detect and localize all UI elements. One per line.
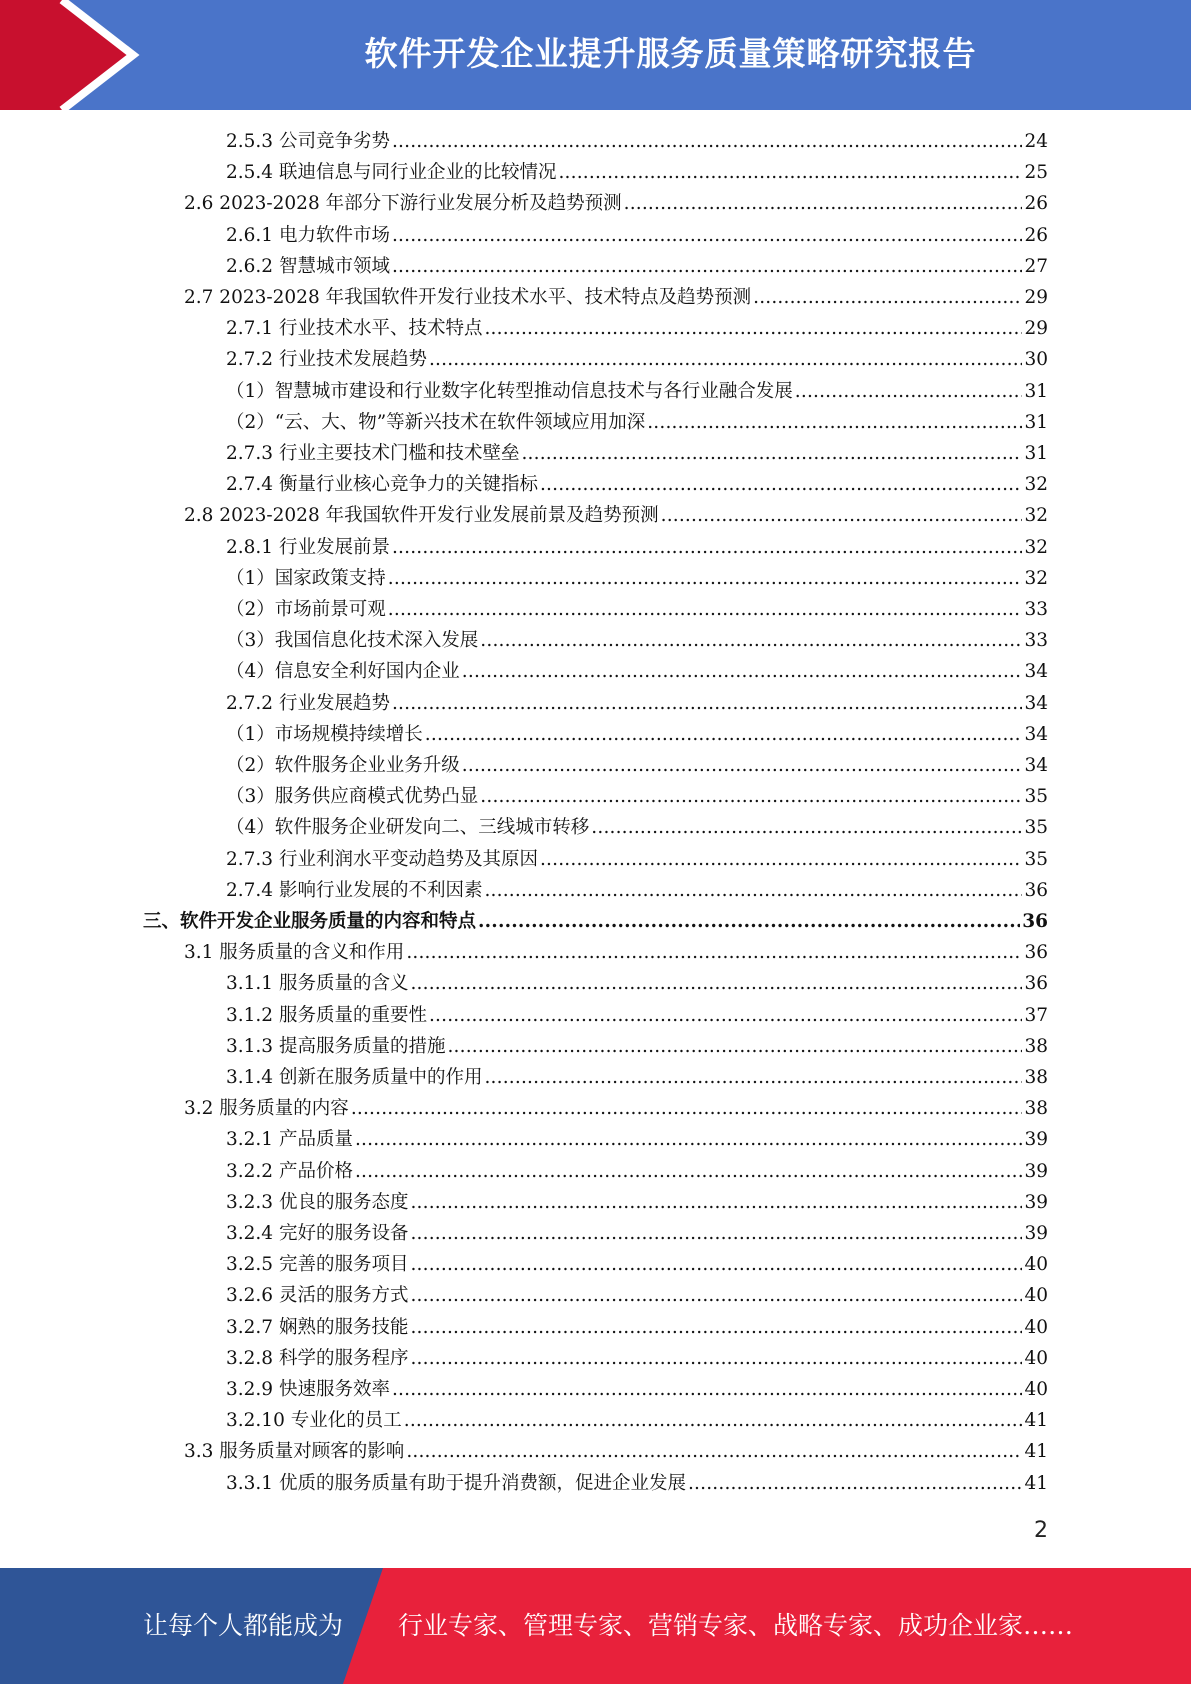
- page-footer: [0, 1568, 1191, 1684]
- toc-entry[interactable]: [226, 752, 1048, 780]
- toc-dot-leader: [661, 502, 1023, 530]
- toc-dot-leader: [540, 846, 1022, 874]
- toc-dot-leader: [795, 378, 1023, 406]
- toc-entry-title: （1）国家政策支持: [226, 567, 386, 589]
- toc-dot-leader: [462, 658, 1023, 686]
- toc-entry-page: 40: [1024, 1316, 1048, 1338]
- toc-entry-title: 3.3.1 优质的服务质量有助于提升消费额，促进企业发展: [226, 1472, 686, 1494]
- toc-entry-title: 3.2.4 完好的服务设备: [226, 1223, 409, 1244]
- toc-entry[interactable]: [226, 1189, 1048, 1217]
- toc-dot-leader: [388, 565, 1023, 593]
- toc-entry-title: 3.2 服务质量的内容: [184, 1098, 349, 1120]
- toc-entry[interactable]: [226, 1470, 1048, 1498]
- toc-entry-title: 3.2.9 快速服务效率: [226, 1379, 390, 1400]
- toc-entry[interactable]: [226, 1064, 1048, 1092]
- toc-dot-leader: [388, 596, 1023, 624]
- toc-entry[interactable]: [184, 284, 1048, 312]
- toc-entry[interactable]: [226, 409, 1048, 437]
- toc-entry-page: 40: [1024, 1254, 1048, 1276]
- toc-entry-page: 25: [1024, 162, 1048, 184]
- toc-entry[interactable]: [226, 970, 1048, 998]
- toc-entry-page: 41: [1024, 1410, 1048, 1432]
- toc-entry-title: 2.6.1 电力软件市场: [226, 224, 390, 246]
- toc-entry[interactable]: [226, 565, 1048, 593]
- footer-slogan-left: 让每个人都能成为: [143, 1611, 344, 1640]
- toc-entry[interactable]: [226, 222, 1048, 250]
- toc-dot-leader: [558, 159, 1022, 187]
- toc-entry-page: 39: [1024, 1160, 1048, 1182]
- toc-entry-page: 39: [1024, 1191, 1048, 1213]
- toc-entry[interactable]: [143, 908, 1048, 936]
- toc-dot-leader: [410, 1189, 1022, 1217]
- toc-entry-title: 2.5.3 公司竞争劣势: [226, 131, 390, 152]
- toc-entry-title: 3.1 服务质量的含义和作用: [184, 942, 405, 964]
- toc-dot-leader: [406, 939, 1022, 967]
- toc-dot-leader: [392, 253, 1022, 281]
- toc-dot-leader: [540, 471, 1022, 499]
- toc-dot-leader: [429, 1002, 1022, 1030]
- toc-dot-leader: [392, 222, 1022, 250]
- toc-entry[interactable]: [226, 1220, 1048, 1248]
- toc-dot-leader: [688, 1470, 1022, 1498]
- toc-entry[interactable]: [226, 1251, 1048, 1279]
- toc-entry-title: 2.8.1 行业发展前景: [226, 536, 390, 558]
- toc-entry-title: 2.7 2023-2028 年我国软件开发行业技术水平、技术特点及趋势预测: [184, 287, 752, 308]
- toc-dot-leader: [410, 970, 1022, 998]
- toc-dot-leader: [410, 1314, 1022, 1342]
- toc-entry-title: （4）信息安全利好国内企业: [226, 661, 460, 683]
- toc-entry-title: （2）软件服务企业业务升级: [226, 755, 460, 776]
- toc-entry[interactable]: [226, 877, 1048, 905]
- report-title: 软件开发企业提升服务质量策略研究报告: [364, 34, 977, 73]
- toc-entry[interactable]: [226, 721, 1048, 749]
- toc-entry-page: 26: [1024, 224, 1048, 246]
- toc-entry[interactable]: [226, 159, 1048, 187]
- toc-entry-title: 3.2.5 完善的服务项目: [226, 1254, 409, 1276]
- toc-entry-page: 40: [1024, 1285, 1048, 1307]
- toc-dot-leader: [478, 908, 1020, 936]
- toc-dot-leader: [753, 284, 1022, 312]
- toc-entry[interactable]: [226, 378, 1048, 406]
- toc-entry[interactable]: [226, 1033, 1048, 1061]
- toc-dot-leader: [355, 1126, 1023, 1154]
- toc-dot-leader: [484, 877, 1022, 905]
- toc-dot-leader: [392, 534, 1022, 562]
- toc-dot-leader: [392, 1376, 1022, 1404]
- toc-dot-leader: [425, 721, 1023, 749]
- toc-entry-title: 3.2.8 科学的服务程序: [226, 1347, 409, 1369]
- toc-entry-page: 33: [1024, 630, 1048, 652]
- toc-entry-page: 34: [1024, 755, 1048, 776]
- toc-entry-page: 41: [1024, 1472, 1048, 1494]
- toc-entry-title: 2.5.4 联迪信息与同行业企业的比较情况: [226, 162, 557, 184]
- toc-entry[interactable]: [226, 253, 1048, 281]
- toc-entry-page: 36: [1022, 911, 1048, 932]
- toc-entry-page: 26: [1024, 193, 1048, 215]
- toc-entry-title: 3.2.7 娴熟的服务技能: [226, 1316, 409, 1338]
- toc-entry-page: 39: [1024, 1129, 1048, 1151]
- toc-dot-leader: [484, 315, 1022, 343]
- toc-dot-leader: [462, 752, 1023, 780]
- toc-entry[interactable]: [184, 1095, 1048, 1123]
- toc-entry-page: 40: [1024, 1379, 1048, 1400]
- toc-entry[interactable]: [226, 814, 1048, 842]
- toc-entry[interactable]: [226, 1407, 1048, 1435]
- toc-entry-title: 3.2.10 专业化的员工: [226, 1410, 402, 1432]
- toc-entry-title: （2）“云、大、物”等新兴技术在软件领域应用加深: [226, 411, 646, 433]
- toc-entry-page: 32: [1024, 567, 1048, 589]
- toc-entry-page: 36: [1024, 973, 1048, 995]
- toc-entry-title: 2.6.2 智慧城市领域: [226, 255, 390, 277]
- toc-entry-title: 2.6 2023-2028 年部分下游行业发展分析及趋势预测: [184, 193, 622, 215]
- toc-entry[interactable]: [226, 1314, 1048, 1342]
- toc-entry[interactable]: [226, 440, 1048, 468]
- toc-entry-title: 三、软件开发企业服务质量的内容和特点: [143, 911, 477, 932]
- toc-entry-title: （1）智慧城市建设和行业数字化转型推动信息技术与各行业融合发展: [226, 380, 793, 402]
- toc-dot-leader: [429, 346, 1022, 374]
- toc-entry[interactable]: [184, 190, 1048, 218]
- toc-dot-leader: [355, 1158, 1023, 1186]
- toc-entry[interactable]: [184, 1438, 1048, 1466]
- toc-entry-title: 2.7.1 行业技术水平、技术特点: [226, 318, 483, 340]
- toc-entry-title: 2.7.3 行业主要技术门槛和技术壁垒: [226, 443, 520, 464]
- toc-entry[interactable]: [184, 502, 1048, 530]
- toc-entry-title: （3）我国信息化技术深入发展: [226, 630, 479, 652]
- toc-entry-page: 24: [1024, 131, 1048, 152]
- toc-entry-page: 34: [1024, 723, 1048, 745]
- toc-entry-page: 31: [1024, 411, 1048, 433]
- toc-dot-leader: [591, 814, 1022, 842]
- toc-entry-page: 34: [1024, 661, 1048, 683]
- toc-entry-title: 2.7.4 影响行业发展的不利因素: [226, 879, 483, 901]
- toc-entry[interactable]: [226, 596, 1048, 624]
- toc-dot-leader: [392, 128, 1022, 156]
- toc-dot-leader: [484, 1064, 1022, 1092]
- toc-entry[interactable]: [226, 1282, 1048, 1310]
- toc-entry[interactable]: [226, 128, 1048, 156]
- toc-dot-leader: [624, 190, 1023, 218]
- toc-dot-leader: [351, 1095, 1023, 1123]
- toc-entry[interactable]: [226, 1158, 1048, 1186]
- toc-entry-page: 39: [1024, 1223, 1048, 1244]
- toc-entry-page: 30: [1024, 349, 1048, 371]
- toc-entry[interactable]: [226, 346, 1048, 374]
- toc-entry-title: 3.2.6 灵活的服务方式: [226, 1285, 409, 1307]
- toc-entry-page: 36: [1024, 879, 1048, 901]
- toc-entry-title: 3.1.3 提高服务质量的措施: [226, 1035, 446, 1057]
- toc-entry-page: 31: [1024, 380, 1048, 402]
- toc-dot-leader: [480, 627, 1022, 655]
- toc-entry-title: 3.2.3 优良的服务态度: [226, 1191, 409, 1213]
- footer-slogan-right: 行业专家、管理专家、营销专家、战略专家、成功企业家……: [398, 1611, 1074, 1640]
- toc-entry[interactable]: [226, 627, 1048, 655]
- toc-entry-title: 3.3 服务质量对顾客的影响: [184, 1441, 405, 1463]
- toc-dot-leader: [404, 1407, 1023, 1435]
- toc-entry-title: 3.1.1 服务质量的含义: [226, 973, 409, 995]
- toc-entry-page: 40: [1024, 1347, 1048, 1369]
- toc-entry-title: （1）市场规模持续增长: [226, 723, 423, 745]
- toc-entry-page: 27: [1024, 255, 1048, 277]
- toc-entry[interactable]: [226, 690, 1048, 718]
- page-header: [0, 0, 1191, 110]
- toc-dot-leader: [447, 1033, 1022, 1061]
- toc-entry-title: 3.1.2 服务质量的重要性: [226, 1004, 427, 1026]
- toc-dot-leader: [410, 1345, 1022, 1373]
- toc-entry-page: 35: [1024, 817, 1048, 839]
- toc-entry-title: 2.7.3 行业利润水平变动趋势及其原因: [226, 848, 538, 870]
- toc-entry[interactable]: [226, 1126, 1048, 1154]
- toc-entry-page: 36: [1024, 942, 1048, 964]
- toc-entry-title: 2.7.2 行业发展趋势: [226, 692, 390, 714]
- toc-entry-page: 38: [1024, 1067, 1048, 1088]
- toc-entry-page: 35: [1024, 786, 1048, 808]
- toc-entry-page: 37: [1024, 1004, 1048, 1026]
- toc-entry-page: 32: [1024, 536, 1048, 558]
- toc-dot-leader: [410, 1220, 1022, 1248]
- toc-entry-page: 31: [1024, 443, 1048, 464]
- toc-entry-page: 41: [1024, 1441, 1048, 1463]
- toc-entry-page: 33: [1024, 599, 1048, 620]
- toc-dot-leader: [480, 783, 1022, 811]
- toc-entry-page: 38: [1024, 1098, 1048, 1120]
- toc-entry-title: 3.2.2 产品价格: [226, 1160, 353, 1182]
- toc-entry-page: 38: [1024, 1035, 1048, 1057]
- toc-entry-title: 2.8 2023-2028 年我国软件开发行业发展前景及趋势预测: [184, 505, 659, 527]
- toc-entry-title: （3）服务供应商模式优势凸显: [226, 786, 479, 808]
- toc-entry[interactable]: [226, 846, 1048, 874]
- toc-entry-title: 3.2.1 产品质量: [226, 1129, 353, 1151]
- toc-entry-page: 29: [1024, 287, 1048, 308]
- page-number: 2: [1034, 1518, 1048, 1543]
- toc-dot-leader: [410, 1251, 1022, 1279]
- toc-dot-leader: [406, 1438, 1022, 1466]
- toc-entry-title: 2.7.2 行业技术发展趋势: [226, 349, 427, 371]
- toc-entry-page: 34: [1024, 692, 1048, 714]
- toc-entry-title: （4）软件服务企业研发向二、三线城市转移: [226, 817, 590, 839]
- toc-entry[interactable]: [226, 534, 1048, 562]
- toc-entry-page: 29: [1024, 318, 1048, 340]
- toc-entry[interactable]: [226, 658, 1048, 686]
- toc-entry[interactable]: [226, 783, 1048, 811]
- toc-entry[interactable]: [226, 1376, 1048, 1404]
- toc-entry[interactable]: [226, 1002, 1048, 1030]
- toc-dot-leader: [392, 690, 1022, 718]
- toc-entry[interactable]: [184, 939, 1048, 967]
- toc-entry-title: 3.1.4 创新在服务质量中的作用: [226, 1067, 483, 1088]
- toc-entry[interactable]: [226, 1345, 1048, 1373]
- toc-dot-leader: [647, 409, 1022, 437]
- toc-entry-page: 32: [1024, 474, 1048, 496]
- toc-dot-leader: [521, 440, 1022, 468]
- toc-entry[interactable]: [226, 315, 1048, 343]
- header-arrow-decoration: [0, 0, 160, 110]
- toc-entry-page: 32: [1024, 505, 1048, 527]
- toc-entry[interactable]: [226, 471, 1048, 499]
- toc-entry-page: 35: [1024, 848, 1048, 870]
- toc-dot-leader: [410, 1282, 1022, 1310]
- toc-entry-title: （2）市场前景可观: [226, 599, 386, 620]
- toc-entry-title: 2.7.4 衡量行业核心竞争力的关键指标: [226, 474, 538, 496]
